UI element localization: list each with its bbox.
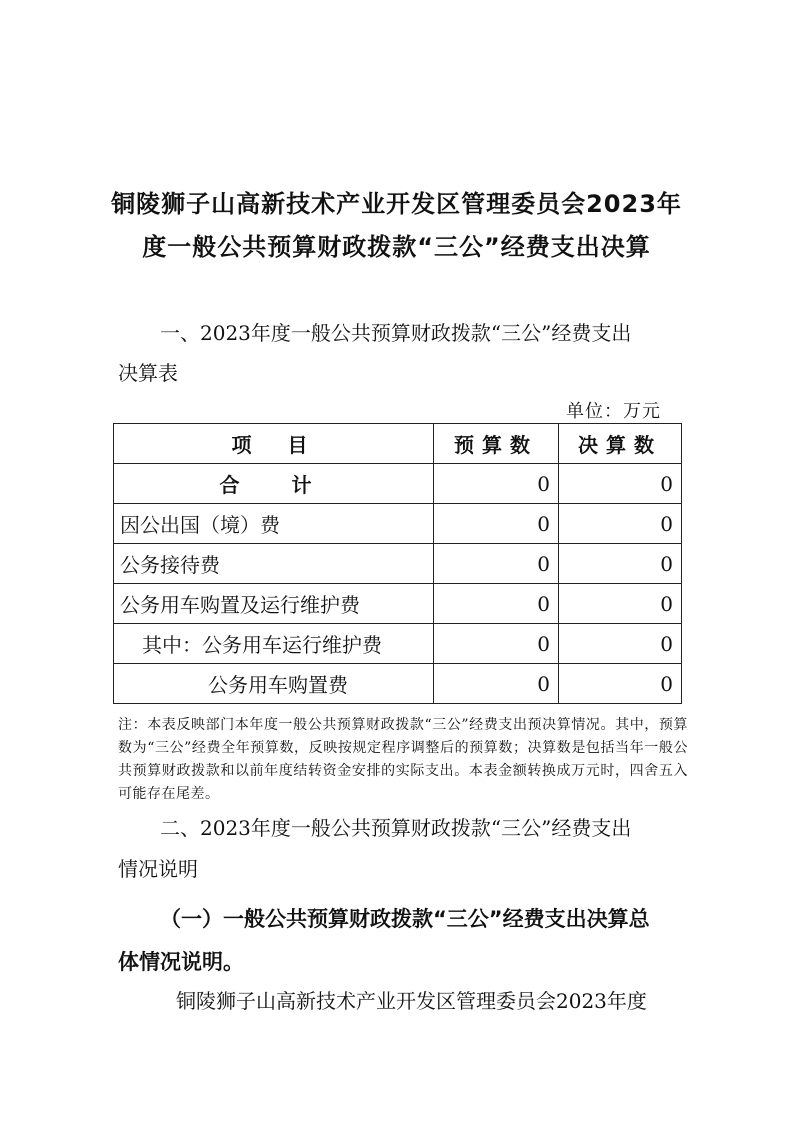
row-budget: 0 — [434, 504, 559, 544]
section-2-heading-line-2: 情况说明 — [118, 857, 198, 881]
row-item: 因公出国（境）费 — [114, 504, 434, 544]
row-item: 公务用车购置及运行维护费 — [114, 584, 434, 624]
document-title-line-1: 铜陵狮子山高新技术产业开发区管理委员会2023年 — [111, 190, 682, 218]
row-budget: 0 — [434, 544, 559, 584]
row-item: 其中：公务用车运行维护费 — [114, 624, 434, 664]
document-title-line-2: 度一般公共预算财政拨款“三公”经费支出决算 — [142, 233, 651, 261]
row-actual: 0 — [559, 584, 682, 624]
section-2-heading-line-1: 二、2023年度一般公共预算财政拨款“三公”经费支出 — [160, 816, 632, 840]
header-item: 项 目 — [114, 424, 434, 464]
row-budget: 0 — [434, 584, 559, 624]
row-actual: 0 — [559, 464, 682, 504]
row-budget: 0 — [434, 624, 559, 664]
section-3-heading-line-2: 体情况说明。 — [118, 950, 244, 974]
table-row — [114, 664, 682, 704]
row-actual: 0 — [559, 624, 682, 664]
section-1-heading-line-2: 决算表 — [118, 361, 178, 385]
row-item: 公务用车购置费 — [114, 664, 434, 704]
table-row — [114, 544, 682, 584]
expense-table — [113, 423, 682, 704]
table-row — [114, 624, 682, 664]
header-budget: 预算数 — [434, 424, 559, 464]
row-actual: 0 — [559, 664, 682, 704]
row-item: 公务接待费 — [114, 544, 434, 584]
table-row — [114, 584, 682, 624]
row-item: 合 计 — [114, 464, 434, 504]
table-header-row — [114, 424, 682, 464]
section-3-heading-line-1: （一）一般公共预算财政拨款“三公”经费支出决算总 — [160, 907, 650, 931]
row-actual: 0 — [559, 544, 682, 584]
section-1-heading-line-1: 一、2023年度一般公共预算财政拨款“三公”经费支出 — [160, 321, 632, 345]
body-paragraph: 铜陵狮子山高新技术产业开发区管理委员会2023年度 — [176, 989, 647, 1013]
table-row-total — [114, 464, 682, 504]
table-note: 注：本表反映部门本年度一般公共预算财政拨款“三公”经费支出预决算情况。其中，预算数为“三公”经费全年预算数，反映按规定程序调整后的预算数；决算数是包括当年一般公共预算财政拨款和以前年度结转资金安排的实际支出。本表金额转换成万元时，四舍五入可能存在尾差。 — [118, 717, 688, 802]
unit-label: 单位：万元 — [566, 401, 661, 422]
header-actual: 决算数 — [559, 424, 682, 464]
row-actual: 0 — [559, 504, 682, 544]
row-budget: 0 — [434, 464, 559, 504]
table-row — [114, 504, 682, 544]
row-budget: 0 — [434, 664, 559, 704]
